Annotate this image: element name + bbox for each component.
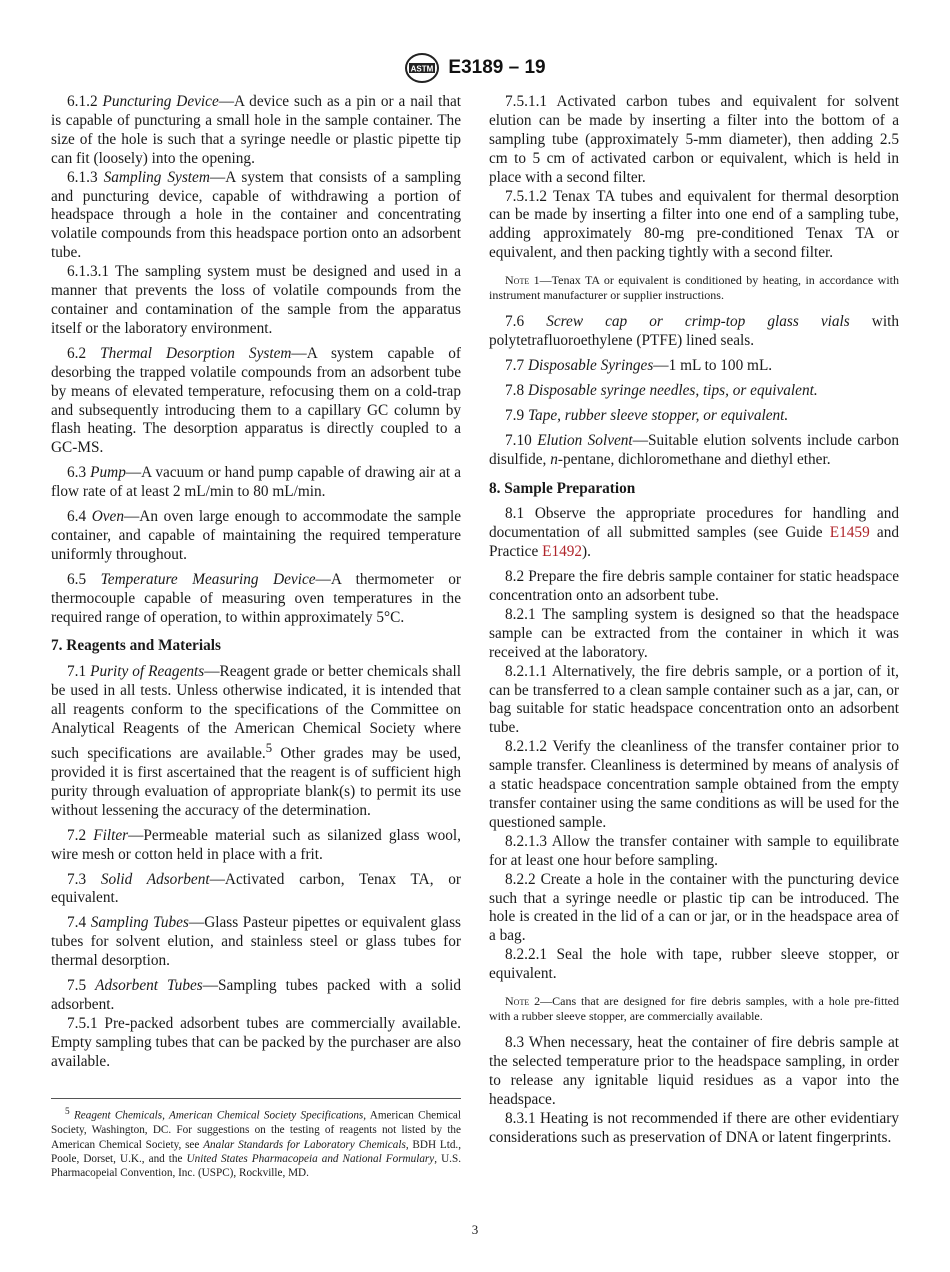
section-7-3: 7.3 Solid Adsorbent—Activated carbon, Tenax TA, or equivalent. bbox=[51, 870, 461, 907]
section-7-1: 7.1 Purity of Reagents—Reagent grade or better chemicals shall be used in all tests. Unless otherwise indicated, it is intended that all reagents conform to the specifications of the Committee on Analytical Reagents of the American Chemical Society where such specifications are available.$^5$ Other grades may be used, provided it is first ascertained that the reagent is of sufficient high purity through evaluation of appropriate blank(s) to permit its use without lessening the accuracy of the determination. bbox=[51, 663, 462, 819]
section-7-5-1-2: 7.5.1.2 Tenax TA tubes and equivalent for thermal desorption can be made by inserting a filter into one end of a sampling tube, adding approximately 80-mg pre-conditioned Tenax TA or equivalent, and then packing tightly with a second filter. bbox=[489, 187, 899, 262]
standard-designation: E3189 – 19 bbox=[448, 57, 546, 78]
page-header bbox=[0, 52, 950, 89]
section-8-1: 8.1 Observe the appropriate procedures for handling and documentation of all submitted samples (see Guide E1459 and Practice E1492). bbox=[489, 505, 899, 561]
section-7-5-1: 7.5.1 Pre-packed adsorbent tubes are commercially available. Empty sampling tubes that can be packed by the purchaser are also available. bbox=[51, 1014, 461, 1070]
section-6-5: 6.5 Temperature Measuring Device—A thermometer or thermocouple capable of measuring oven temperatures in the required range of operation, to within approximately 5°C. bbox=[51, 570, 462, 626]
logo-text: ASTM bbox=[411, 64, 434, 74]
section-7-9: 7.9 Tape, rubber sleeve stopper, or equivalent. bbox=[505, 406, 789, 424]
footnote-ref-5[interactable]: 5 bbox=[265, 741, 273, 755]
section-7-4: 7.4 Sampling Tubes—Glass Pasteur pipettes or equivalent glass tubes for solvent elution, and stainless steel or glass tubes for thermal desorption. bbox=[51, 914, 461, 970]
section-6-4: 6.4 Oven—An oven large enough to accommodate the sample container, and capable of maintaining the required temperature uniformly throughout. bbox=[51, 508, 461, 563]
page-number: 3 bbox=[471, 1222, 479, 1237]
section-6-1-2: 6.1.2 Puncturing Device—A device such as a pin or a nail that is capable of puncturing a small hole in the sample container. The size of the hole is such that a syringe needle or plastic pipette tip can fit (loosely) into the opening. bbox=[51, 93, 462, 167]
note-2: Note 2—Cans that are designed for fire debris samples, with a hole pre-fitted with a rubber sleeve stopper, are commercially available. bbox=[489, 994, 899, 1024]
section-8-3-1: 8.3.1 Heating is not recommended if there are other evidentiary considerations such as preservation of DNA or latent fingerprints. bbox=[489, 1109, 899, 1146]
section-8-2-1-3: 8.2.1.3 Allow the transfer container with sample to equilibrate for at least one hour before sampling. bbox=[489, 832, 899, 869]
section-7-10: 7.10 Elution Solvent—Suitable elution solvents include carbon disulfide, n-pentane, dichloromethane and diethyl ether. bbox=[489, 431, 900, 468]
section-6-1-3-1: 6.1.3.1 The sampling system must be designed and used in a manner that prevents the loss of volatile compounds from the container and contamination of the sample from the apparatus itself or the laboratory environment. bbox=[51, 263, 461, 337]
section-8-2-2-1: 8.2.2.1 Seal the hole with tape, rubber sleeve stopper, or equivalent. bbox=[489, 946, 899, 983]
heading-section-8: 8. Sample Preparation bbox=[489, 479, 636, 497]
section-8-3: 8.3 When necessary, heat the container of fire debris sample at the selected temperature prior to the headspace sampling, in order to release any ignitable liquid residues as a vapor into the headspace. bbox=[489, 1034, 899, 1108]
section-7-7: 7.7 Disposable Syringes—1 mL to 100 mL. bbox=[505, 356, 773, 374]
note-1: Note 1—Tenax TA or equivalent is conditioned by heating, in accordance with instrument manufacturer or supplier instructions. bbox=[489, 273, 899, 303]
link-e1459[interactable]: E1459 bbox=[829, 524, 870, 542]
section-7-5: 7.5 Adsorbent Tubes—Sampling tubes packed with a solid adsorbent. bbox=[51, 977, 461, 1013]
footnote-mark: 5 bbox=[65, 1107, 70, 1117]
section-8-2-1: 8.2.1 The sampling system is designed so that the headspace sample can be extracted from the container in which it was received at the laboratory. bbox=[489, 605, 899, 661]
astm-logo-icon bbox=[404, 52, 440, 84]
section-6-1-3: 6.1.3 Sampling System—A system that consists of a sampling and puncturing device, capable of withdrawing a portion of headspace through a hole in the container and concentrating volatile compounds from this headspace portion onto an adsorbent tube. bbox=[51, 168, 461, 262]
section-8-2: 8.2 Prepare the fire debris sample container for static headspace concentration onto an adsorbent tube. bbox=[489, 568, 899, 605]
section-8-2-2: 8.2.2 Create a hole in the container with the puncturing device such that a syringe needle or plastic tip can be introduced. The hole is created in the lid of a can or jar, or in the headspace area of a bag. bbox=[489, 870, 899, 945]
footnote: $^5$ Reagent Chemicals, American Chemical Society Specifications, American Chemical Society, Washington, DC. For suggestions on the testing of reagents not listed by the American Chemical Society, see Analar Standards for Laboratory Chemicals, BDH Ltd., Poole, Dorset, U.K., and the United States Pharmacopeia and National Formulary, U.S. Pharmacopeial Convention, Inc. (USPC), Rockville, MD. bbox=[51, 1098, 461, 1181]
link-e1492[interactable]: E1492 bbox=[542, 543, 583, 561]
section-7-2: 7.2 Filter—Permeable material such as silanized glass wool, wire mesh or cotton held in place with a frit. bbox=[51, 826, 462, 863]
section-7-8: 7.8 Disposable syringe needles, tips, or equivalent. bbox=[505, 381, 818, 399]
section-6-3: 6.3 Pump—A vacuum or hand pump capable of drawing air at a flow rate of at least 2 mL/min to 80 mL/min. bbox=[51, 464, 461, 501]
heading-section-7: 7. Reagents and Materials bbox=[51, 637, 221, 655]
section-6-2: 6.2 Thermal Desorption System—A system capable of desorbing the trapped volatile compounds from an adsorbent tube by means of elevated temperature, refocusing them on a cold-trap and subsequently introducing them to a capillary GC column by flash heating. The desorption apparatus is directly coupled to a GC-MS. bbox=[51, 344, 461, 457]
left-column bbox=[51, 93, 461, 1078]
section-8-2-1-1: 8.2.1.1 Alternatively, the fire debris sample, or a portion of it, can be transferred to a clean sample container such as a jar, can, or bag suitable for static headspace concentration onto an adsorbent tube. bbox=[489, 662, 899, 737]
section-8-2-1-2: 8.2.1.2 Verify the cleanliness of the transfer container prior to sample transfer. Cleanliness is determined by means of analysis of a static headspace concentration sample obtained from the empty transfer container using the same conditions as will be used for the questioned sample. bbox=[489, 738, 899, 831]
section-7-5-1-1: 7.5.1.1 Activated carbon tubes and equivalent for solvent elution can be made by inserting a filter into the bottom of a sampling tube (approximately 5-mm diameter), then adding 2.5 cm to 5 cm of activated carbon or equivalent, which is held in place with a second filter. bbox=[489, 93, 899, 186]
section-7-6: 7.6 Screw cap or crimp-top glass vials with polytetrafluoroethylene (PTFE) lined seals. bbox=[489, 313, 899, 350]
right-column bbox=[489, 93, 899, 1154]
